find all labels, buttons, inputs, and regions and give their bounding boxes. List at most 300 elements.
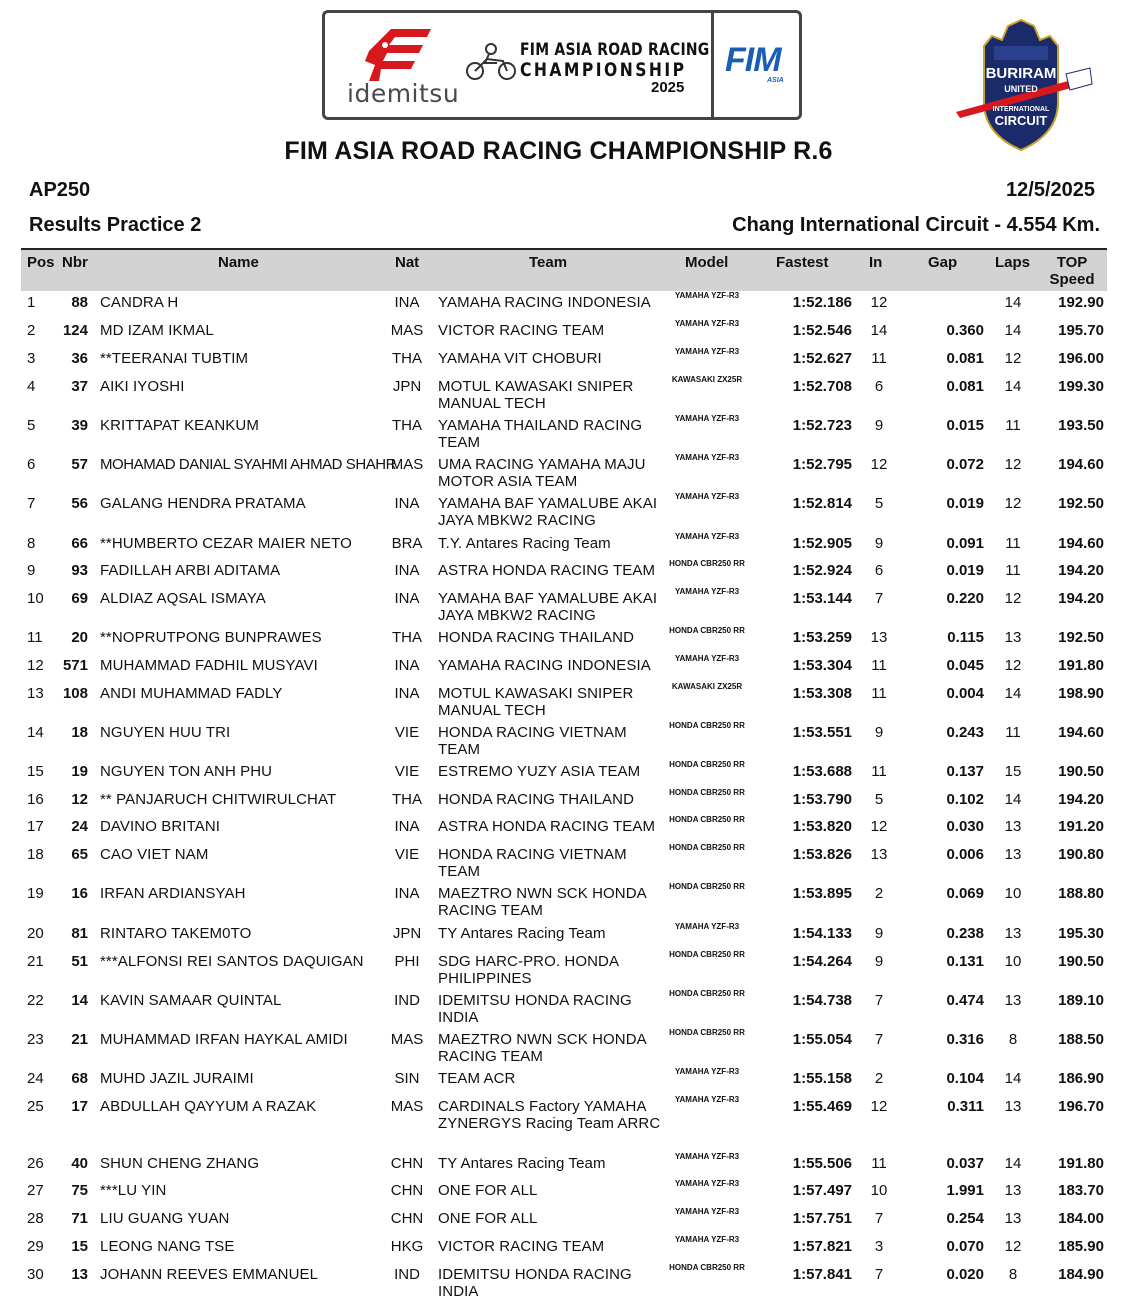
cell-nat: THA xyxy=(392,350,422,367)
column-header-laps: Laps xyxy=(995,254,1031,271)
cell-nbr: 16 xyxy=(71,885,88,902)
cell-nbr: 65 xyxy=(71,846,88,863)
cell-laps: 13 xyxy=(1004,992,1022,1009)
cell-nbr: 40 xyxy=(71,1155,88,1172)
cell-nbr: 36 xyxy=(71,350,88,367)
column-header-model: Model xyxy=(685,254,729,271)
cell-in: 7 xyxy=(874,1031,884,1048)
cell-model: KAWASAKI ZX25R xyxy=(671,682,743,691)
cell-nat: INA xyxy=(394,885,420,902)
cell-pos: 4 xyxy=(27,378,36,395)
cell-name: CANDRA H xyxy=(100,294,179,311)
cell-fastest: 1:53.551 xyxy=(792,724,852,741)
cell-pos: 19 xyxy=(27,885,44,902)
cell-pos: 27 xyxy=(27,1182,44,1199)
cell-pos: 22 xyxy=(27,992,44,1009)
cell-speed: 191.80 xyxy=(1058,657,1104,674)
cell-fastest: 1:53.820 xyxy=(792,818,852,835)
cell-in: 2 xyxy=(874,1070,884,1087)
cell-nat: CHN xyxy=(390,1210,424,1227)
cell-pos: 7 xyxy=(27,495,36,512)
cell-speed: 199.30 xyxy=(1058,378,1104,395)
cell-nbr: 21 xyxy=(71,1031,88,1048)
cell-gap: 0.220 xyxy=(946,590,984,607)
column-header-name: Name xyxy=(218,254,259,271)
cell-in: 10 xyxy=(870,1182,888,1199)
cell-model: YAMAHA YZF-R3 xyxy=(674,319,740,328)
cell-speed: 190.50 xyxy=(1058,763,1104,780)
cell-gap: 0.238 xyxy=(946,925,984,942)
session-date: 12/5/2025 xyxy=(1006,179,1095,201)
cell-nat: INA xyxy=(394,562,420,579)
cell-nat: CHN xyxy=(390,1182,424,1199)
cell-in: 9 xyxy=(874,724,884,741)
cell-gap: 0.254 xyxy=(946,1210,984,1227)
page-title: FIM ASIA ROAD RACING CHAMPIONSHIP R.6 xyxy=(284,137,833,165)
cell-gap: 0.474 xyxy=(946,992,984,1009)
cell-in: 7 xyxy=(874,1210,884,1227)
cell-nbr: 51 xyxy=(71,953,88,970)
cell-model: YAMAHA YZF-R3 xyxy=(674,453,740,462)
cell-fastest: 1:55.054 xyxy=(792,1031,852,1048)
svg-text:BURIRAM: BURIRAM xyxy=(985,65,1057,82)
cell-nbr: 69 xyxy=(71,590,88,607)
cell-pos: 21 xyxy=(27,953,44,970)
cell-team: YAMAHA RACING INDONESIA xyxy=(438,657,651,674)
cell-nat: BRA xyxy=(391,535,423,552)
column-header-speed-line2: Speed xyxy=(1049,271,1095,288)
cell-speed: 198.90 xyxy=(1058,685,1104,702)
cell-name: ***ALFONSI REI SANTOS DAQUIGAN xyxy=(100,953,364,970)
cell-team: TY Antares Racing Team xyxy=(438,1155,606,1172)
cell-speed: 196.70 xyxy=(1058,1098,1104,1115)
column-header-speed-line1: TOP xyxy=(1056,254,1088,271)
cell-nat: VIE xyxy=(394,724,420,741)
cell-laps: 12 xyxy=(1004,456,1022,473)
cell-speed: 192.50 xyxy=(1058,495,1104,512)
banner-divider xyxy=(711,13,714,117)
cell-in: 11 xyxy=(871,685,887,702)
cell-name: **HUMBERTO CEZAR MAIER NETO xyxy=(100,535,352,552)
cell-model: YAMAHA YZF-R3 xyxy=(674,587,740,596)
cell-nat: THA xyxy=(392,791,422,808)
cell-speed: 195.30 xyxy=(1058,925,1104,942)
cell-model: YAMAHA YZF-R3 xyxy=(674,347,740,356)
cell-model: YAMAHA YZF-R3 xyxy=(674,922,740,931)
cell-laps: 13 xyxy=(1004,1210,1022,1227)
cell-team: TY Antares Racing Team xyxy=(438,925,606,942)
cell-model: HONDA CBR250 RR xyxy=(669,559,745,568)
cell-pos: 8 xyxy=(27,535,36,552)
cell-nat: INA xyxy=(394,294,420,311)
cell-gap: 0.020 xyxy=(946,1266,984,1283)
idemitsu-logo-icon xyxy=(361,25,433,83)
cell-pos: 5 xyxy=(27,417,36,434)
cell-model: HONDA CBR250 RR xyxy=(669,788,745,797)
cell-in: 6 xyxy=(874,562,884,579)
cell-speed: 189.10 xyxy=(1058,992,1104,1009)
cell-speed: 188.50 xyxy=(1058,1031,1104,1048)
cell-team: HONDA RACING THAILAND xyxy=(438,629,635,646)
motorcycle-rider-icon xyxy=(463,41,519,81)
cell-model: HONDA CBR250 RR xyxy=(669,626,745,635)
cell-speed: 186.90 xyxy=(1058,1070,1104,1087)
cell-name: LIU GUANG YUAN xyxy=(100,1210,230,1227)
cell-in: 7 xyxy=(874,590,884,607)
cell-name: NGUYEN HUU TRI xyxy=(100,724,231,741)
cell-in: 13 xyxy=(870,629,888,646)
cell-speed: 194.60 xyxy=(1058,535,1104,552)
cell-gap: 0.091 xyxy=(946,535,984,552)
cell-nat: MAS xyxy=(390,1098,424,1115)
cell-team: YAMAHA BAF YAMALUBE AKAI JAYA MBKW2 RACING xyxy=(438,495,658,529)
cell-team: ESTREMO YUZY ASIA TEAM xyxy=(438,763,641,780)
cell-speed: 185.90 xyxy=(1058,1238,1104,1255)
cell-model: YAMAHA YZF-R3 xyxy=(674,291,740,300)
cell-team: HONDA RACING VIETNAM TEAM xyxy=(438,846,627,880)
cell-laps: 11 xyxy=(1005,417,1021,434)
cell-nbr: 18 xyxy=(71,724,88,741)
championship-name-line1: FIM ASIA ROAD RACING xyxy=(520,40,710,60)
cell-in: 11 xyxy=(871,1155,887,1172)
cell-nat: INA xyxy=(394,590,420,607)
cell-laps: 13 xyxy=(1004,818,1022,835)
cell-name: ABDULLAH QAYYUM A RAZAK xyxy=(100,1098,317,1115)
cell-in: 12 xyxy=(870,294,888,311)
cell-laps: 10 xyxy=(1004,885,1022,902)
cell-in: 14 xyxy=(870,322,888,339)
cell-in: 13 xyxy=(870,846,888,863)
cell-model: YAMAHA YZF-R3 xyxy=(674,414,740,423)
cell-fastest: 1:53.144 xyxy=(792,590,852,607)
cell-team: HONDA RACING VIETNAM TEAM xyxy=(438,724,627,758)
cell-in: 5 xyxy=(874,495,884,512)
cell-fastest: 1:55.506 xyxy=(792,1155,852,1172)
cell-nat: THA xyxy=(392,417,422,434)
cell-fastest: 1:52.186 xyxy=(792,294,852,311)
cell-team: YAMAHA VIT CHOBURI xyxy=(438,350,602,367)
cell-laps: 14 xyxy=(1004,791,1022,808)
cell-fastest: 1:55.158 xyxy=(792,1070,852,1087)
cell-name: RINTARO TAKEM0TO xyxy=(100,925,252,942)
cell-name: ***LU YIN xyxy=(100,1182,167,1199)
cell-nat: INA xyxy=(394,495,420,512)
cell-fastest: 1:52.795 xyxy=(792,456,852,473)
cell-speed: 194.20 xyxy=(1058,791,1104,808)
cell-in: 5 xyxy=(874,791,884,808)
cell-gap: 0.316 xyxy=(946,1031,984,1048)
cell-name: **TEERANAI TUBTIM xyxy=(100,350,249,367)
cell-laps: 13 xyxy=(1004,925,1022,942)
cell-speed: 183.70 xyxy=(1058,1182,1104,1199)
cell-fastest: 1:52.723 xyxy=(792,417,852,434)
cell-in: 12 xyxy=(870,456,888,473)
cell-team: ASTRA HONDA RACING TEAM xyxy=(438,562,656,579)
cell-name: MUHAMMAD FADHIL MUSYAVI xyxy=(100,657,318,674)
cell-gap: 0.030 xyxy=(946,818,984,835)
cell-model: HONDA CBR250 RR xyxy=(669,950,745,959)
cell-nat: PHI xyxy=(394,953,420,970)
circuit-name: Chang International Circuit - 4.554 Km. xyxy=(732,214,1100,236)
buriram-circuit-logo-icon xyxy=(946,16,1096,156)
cell-nbr: 68 xyxy=(71,1070,88,1087)
cell-name: MOHAMAD DANIAL SYAHMI AHMAD SHAHR xyxy=(100,456,397,473)
cell-gap: 0.019 xyxy=(946,495,984,512)
cell-laps: 14 xyxy=(1004,1070,1022,1087)
cell-name: KAVIN SAMAAR QUINTAL xyxy=(100,992,282,1009)
cell-speed: 192.90 xyxy=(1058,294,1104,311)
cell-pos: 28 xyxy=(27,1210,44,1227)
cell-laps: 12 xyxy=(1004,495,1022,512)
cell-pos: 29 xyxy=(27,1238,44,1255)
cell-name: SHUN CHENG ZHANG xyxy=(100,1155,260,1172)
cell-model: HONDA CBR250 RR xyxy=(669,721,745,730)
cell-in: 11 xyxy=(871,657,887,674)
cell-pos: 18 xyxy=(27,846,44,863)
cell-nat: SIN xyxy=(394,1070,420,1087)
cell-in: 6 xyxy=(874,378,884,395)
cell-name: NGUYEN TON ANH PHU xyxy=(100,763,273,780)
cell-team: IDEMITSU HONDA RACING INDIA xyxy=(438,1266,632,1300)
cell-nat: THA xyxy=(392,629,422,646)
cell-fastest: 1:53.259 xyxy=(792,629,852,646)
cell-pos: 24 xyxy=(27,1070,44,1087)
cell-laps: 12 xyxy=(1004,590,1022,607)
session-name: Results Practice 2 xyxy=(29,214,202,236)
cell-team: MOTUL KAWASAKI SNIPER MANUAL TECH xyxy=(438,378,634,412)
cell-name: LEONG NANG TSE xyxy=(100,1238,235,1255)
cell-speed: 194.60 xyxy=(1058,724,1104,741)
cell-pos: 20 xyxy=(27,925,44,942)
cell-laps: 12 xyxy=(1004,350,1022,367)
cell-gap: 0.045 xyxy=(946,657,984,674)
cell-laps: 14 xyxy=(1004,685,1022,702)
cell-pos: 14 xyxy=(27,724,44,741)
cell-team: YAMAHA RACING INDONESIA xyxy=(438,294,651,311)
cell-nat: IND xyxy=(394,1266,420,1283)
cell-nat: INA xyxy=(394,818,420,835)
cell-model: HONDA CBR250 RR xyxy=(669,843,745,852)
cell-nat: MAS xyxy=(390,1031,424,1048)
cell-team: UMA RACING YAMAHA MAJU MOTOR ASIA TEAM xyxy=(438,456,646,490)
cell-laps: 11 xyxy=(1005,562,1021,579)
cell-name: FADILLAH ARBI ADITAMA xyxy=(100,562,281,579)
cell-speed: 194.60 xyxy=(1058,456,1104,473)
cell-gap: 0.037 xyxy=(946,1155,984,1172)
cell-pos: 1 xyxy=(27,294,36,311)
cell-laps: 11 xyxy=(1005,724,1021,741)
cell-in: 12 xyxy=(870,818,888,835)
cell-gap: 0.070 xyxy=(946,1238,984,1255)
cell-name: MD IZAM IKMAL xyxy=(100,322,214,339)
cell-pos: 9 xyxy=(27,562,36,579)
cell-pos: 25 xyxy=(27,1098,44,1115)
cell-name: CAO VIET NAM xyxy=(100,846,209,863)
cell-in: 7 xyxy=(874,1266,884,1283)
cell-speed: 190.80 xyxy=(1058,846,1104,863)
cell-nbr: 93 xyxy=(71,562,88,579)
cell-fastest: 1:54.738 xyxy=(792,992,852,1009)
cell-fastest: 1:57.497 xyxy=(792,1182,852,1199)
cell-model: HONDA CBR250 RR xyxy=(669,1263,745,1272)
cell-speed: 192.50 xyxy=(1058,629,1104,646)
cell-pos: 23 xyxy=(27,1031,44,1048)
cell-name: MUHAMMAD IRFAN HAYKAL AMIDI xyxy=(100,1031,348,1048)
svg-text:INTERNATIONAL: INTERNATIONAL xyxy=(992,106,1050,113)
cell-team: ONE FOR ALL xyxy=(438,1182,538,1199)
cell-nbr: 108 xyxy=(62,685,88,702)
cell-fastest: 1:53.895 xyxy=(792,885,852,902)
cell-nbr: 56 xyxy=(71,495,88,512)
cell-in: 11 xyxy=(871,763,887,780)
fim-logo-icon: FIM xyxy=(725,41,781,79)
cell-laps: 10 xyxy=(1004,953,1022,970)
cell-pos: 3 xyxy=(27,350,36,367)
cell-name: **NOPRUTPONG BUNPRAWES xyxy=(100,629,322,646)
cell-gap: 0.004 xyxy=(946,685,984,702)
cell-fastest: 1:53.304 xyxy=(792,657,852,674)
cell-nbr: 71 xyxy=(71,1210,88,1227)
cell-speed: 193.50 xyxy=(1058,417,1104,434)
cell-fastest: 1:53.790 xyxy=(792,791,852,808)
svg-text:UNITED: UNITED xyxy=(1004,84,1038,94)
cell-nat: MAS xyxy=(390,456,424,473)
cell-model: YAMAHA YZF-R3 xyxy=(674,1207,740,1216)
cell-gap: 0.015 xyxy=(946,417,984,434)
cell-nat: CHN xyxy=(390,1155,424,1172)
cell-team: HONDA RACING THAILAND xyxy=(438,791,635,808)
cell-laps: 14 xyxy=(1004,378,1022,395)
cell-laps: 13 xyxy=(1004,1098,1022,1115)
cell-gap: 0.360 xyxy=(946,322,984,339)
cell-gap: 0.019 xyxy=(946,562,984,579)
cell-team: ONE FOR ALL xyxy=(438,1210,538,1227)
cell-fastest: 1:52.546 xyxy=(792,322,852,339)
cell-name: GALANG HENDRA PRATAMA xyxy=(100,495,306,512)
cell-nbr: 19 xyxy=(71,763,88,780)
cell-laps: 8 xyxy=(1008,1266,1018,1283)
svg-text:CIRCUIT: CIRCUIT xyxy=(994,113,1048,128)
cell-name: ALDIAZ AQSAL ISMAYA xyxy=(100,590,266,607)
cell-fastest: 1:53.308 xyxy=(792,685,852,702)
cell-gap: 0.311 xyxy=(947,1098,984,1115)
cell-gap: 0.243 xyxy=(946,724,984,741)
cell-in: 11 xyxy=(871,350,887,367)
cell-model: YAMAHA YZF-R3 xyxy=(674,1179,740,1188)
cell-name: IRFAN ARDIANSYAH xyxy=(100,885,246,902)
championship-name-line2: CHAMPIONSHIP xyxy=(520,59,687,81)
cell-model: HONDA CBR250 RR xyxy=(669,760,745,769)
cell-gap: 0.102 xyxy=(946,791,984,808)
cell-nbr: 124 xyxy=(62,322,88,339)
cell-fastest: 1:52.924 xyxy=(792,562,852,579)
cell-fastest: 1:54.264 xyxy=(792,953,852,970)
cell-gap: 0.069 xyxy=(946,885,984,902)
column-header-nbr: Nbr xyxy=(62,254,88,271)
cell-laps: 14 xyxy=(1004,322,1022,339)
cell-name: KRITTAPAT KEANKUM xyxy=(100,417,259,434)
column-header-gap: Gap xyxy=(928,254,958,271)
cell-team: T.Y. Antares Racing Team xyxy=(438,535,611,552)
cell-gap: 0.081 xyxy=(946,378,984,395)
cell-in: 9 xyxy=(874,925,884,942)
cell-speed: 194.20 xyxy=(1058,590,1104,607)
cell-nbr: 57 xyxy=(71,456,88,473)
cell-name: ANDI MUHAMMAD FADLY xyxy=(100,685,283,702)
cell-speed: 184.90 xyxy=(1058,1266,1104,1283)
column-header-nat: Nat xyxy=(395,254,420,271)
cell-speed: 190.50 xyxy=(1058,953,1104,970)
cell-model: HONDA CBR250 RR xyxy=(669,882,745,891)
cell-team: IDEMITSU HONDA RACING INDIA xyxy=(438,992,632,1026)
cell-nbr: 20 xyxy=(71,629,88,646)
cell-nat: JPN xyxy=(392,925,422,942)
cell-model: HONDA CBR250 RR xyxy=(669,1028,745,1037)
cell-nat: VIE xyxy=(394,846,420,863)
column-header-fastest: Fastest xyxy=(776,254,829,271)
cell-model: YAMAHA YZF-R3 xyxy=(674,1235,740,1244)
championship-year: 2025 xyxy=(651,79,685,96)
cell-name: DAVINO BRITANI xyxy=(100,818,221,835)
cell-model: KAWASAKI ZX25R xyxy=(671,375,743,384)
cell-fastest: 1:52.708 xyxy=(792,378,852,395)
cell-team: CARDINALS Factory YAMAHA ZYNERGYS Racing Team ARRC xyxy=(438,1098,661,1132)
cell-name: AIKI IYOSHI xyxy=(100,378,185,395)
cell-pos: 10 xyxy=(27,590,44,607)
cell-nbr: 75 xyxy=(71,1182,88,1199)
cell-in: 9 xyxy=(874,953,884,970)
column-header-team: Team xyxy=(529,254,568,271)
cell-speed: 191.20 xyxy=(1058,818,1104,835)
cell-fastest: 1:55.469 xyxy=(792,1098,852,1115)
cell-pos: 6 xyxy=(27,456,36,473)
cell-laps: 14 xyxy=(1004,294,1022,311)
cell-team: YAMAHA BAF YAMALUBE AKAI JAYA MBKW2 RACING xyxy=(438,590,658,624)
cell-speed: 188.80 xyxy=(1058,885,1104,902)
cell-nbr: 571 xyxy=(62,657,88,674)
cell-gap: 0.131 xyxy=(946,953,984,970)
cell-model: YAMAHA YZF-R3 xyxy=(674,532,740,541)
sponsor-name: idemitsu xyxy=(347,79,460,108)
cell-laps: 13 xyxy=(1004,846,1022,863)
cell-fastest: 1:57.821 xyxy=(792,1238,852,1255)
cell-gap: 0.137 xyxy=(946,763,984,780)
cell-fastest: 1:54.133 xyxy=(792,925,852,942)
cell-nat: INA xyxy=(394,685,420,702)
cell-nat: HKG xyxy=(390,1238,424,1255)
cell-name: JOHANN REEVES EMMANUEL xyxy=(100,1266,319,1283)
cell-nbr: 17 xyxy=(71,1098,88,1115)
column-header-top-speed xyxy=(1047,254,1097,288)
cell-pos: 2 xyxy=(27,322,36,339)
class-label: AP250 xyxy=(29,179,91,201)
cell-gap: 0.115 xyxy=(947,629,984,646)
cell-fastest: 1:52.814 xyxy=(792,495,852,512)
cell-nbr: 24 xyxy=(71,818,88,835)
cell-laps: 12 xyxy=(1004,657,1022,674)
cell-gap: 0.081 xyxy=(946,350,984,367)
cell-in: 2 xyxy=(874,885,884,902)
cell-nat: IND xyxy=(394,992,420,1009)
cell-team: YAMAHA THAILAND RACING TEAM xyxy=(438,417,643,451)
cell-nbr: 88 xyxy=(71,294,88,311)
cell-gap: 1.991 xyxy=(946,1182,984,1199)
cell-laps: 15 xyxy=(1004,763,1022,780)
cell-team: MAEZTRO NWN SCK HONDA RACING TEAM xyxy=(438,885,646,919)
cell-speed: 191.80 xyxy=(1058,1155,1104,1172)
cell-nbr: 12 xyxy=(71,791,88,808)
cell-pos: 30 xyxy=(27,1266,44,1283)
